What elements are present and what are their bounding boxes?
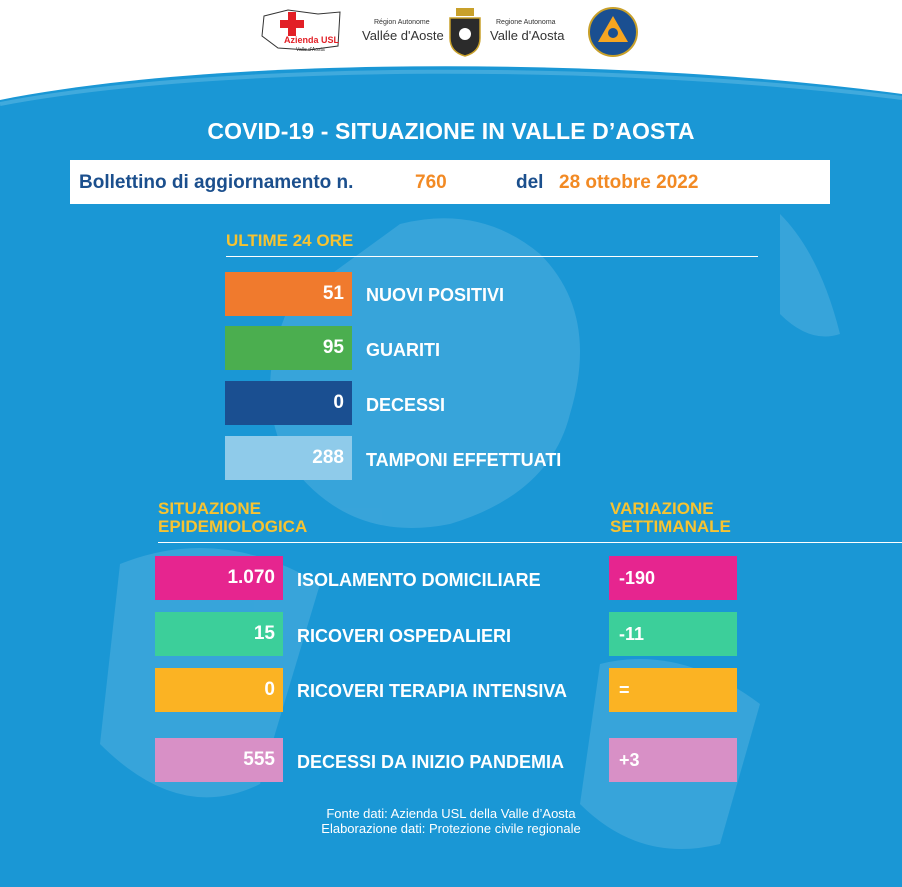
variation-heading — [610, 500, 830, 536]
bulletin-number: 760 — [415, 172, 447, 193]
svg-text:Valle d'Aosta: Valle d'Aosta — [490, 28, 565, 43]
region-fr-logo — [360, 6, 444, 54]
total-deaths-variation: +3 — [609, 738, 737, 782]
svg-text:Azienda USL: Azienda USL — [284, 35, 340, 45]
deaths-value: 0 — [225, 381, 352, 425]
svg-text:Regione Autonoma: Regione Autonoma — [496, 19, 556, 26]
footer — [0, 806, 902, 836]
icu-value: 0 — [155, 668, 283, 712]
swabs-label: TAMPONI EFFETTUATI — [366, 450, 562, 470]
epi-divider — [158, 542, 902, 543]
epi-heading-line1: SITUAZIONE — [158, 499, 261, 518]
recovered-value: 95 — [225, 326, 352, 370]
bulletin-bar — [70, 160, 830, 204]
usl-logo — [258, 6, 346, 54]
deaths-label: DECESSI — [366, 395, 446, 415]
new-positives-label: NUOVI POSITIVI — [366, 285, 505, 305]
home-isolation-variation: -190 — [609, 556, 737, 600]
header-logos — [0, 0, 902, 64]
recovered-label: GUARITI — [366, 340, 440, 360]
protezione-civile-logo — [586, 6, 640, 60]
svg-text:Vallée d'Aoste: Vallée d'Aoste — [362, 28, 444, 43]
last24-heading: ULTIME 24 ORE — [226, 231, 354, 250]
svg-text:Région Autonome: Région Autonome — [374, 19, 430, 26]
home-isolation-value: 1.070 — [155, 556, 283, 600]
new-positives-value: 51 — [225, 272, 352, 316]
page-title: COVID-19 - SITUAZIONE IN VALLE D’AOSTA — [207, 118, 695, 144]
total-deaths-value: 555 — [155, 738, 283, 782]
epi-heading — [158, 500, 378, 536]
hospitalized-variation: -11 — [609, 612, 737, 656]
coat-of-arms-icon — [446, 6, 484, 58]
footer-elaboration: Elaborazione dati: Protezione civile regionale — [321, 821, 581, 836]
hospitalized-label: RICOVERI OSPEDALIERI — [297, 626, 512, 646]
bulletin-date: 28 ottobre 2022 — [559, 172, 699, 193]
variation-heading-line2: SETTIMANALE — [610, 517, 731, 536]
bulletin-prefix: Bollettino di aggiornamento n. — [79, 172, 354, 193]
variation-heading-line1: VARIAZIONE — [610, 499, 714, 518]
footer-source: Fonte dati: Azienda USL della Valle d’Aosta — [326, 806, 576, 821]
bulletin-del-label: del — [516, 172, 544, 193]
home-isolation-label: ISOLAMENTO DOMICILIARE — [297, 570, 541, 590]
last24-divider — [226, 256, 758, 257]
hospitalized-value: 15 — [155, 612, 283, 656]
region-it-logo — [488, 6, 572, 54]
svg-text:Valle d'Aosta: Valle d'Aosta — [296, 47, 325, 53]
swabs-value: 288 — [225, 436, 352, 480]
icu-label: RICOVERI TERAPIA INTENSIVA — [297, 681, 568, 701]
epi-heading-line2: EPIDEMIOLOGICA — [158, 517, 308, 536]
icu-variation: = — [609, 668, 737, 712]
total-deaths-label: DECESSI DA INIZIO PANDEMIA — [297, 752, 565, 772]
